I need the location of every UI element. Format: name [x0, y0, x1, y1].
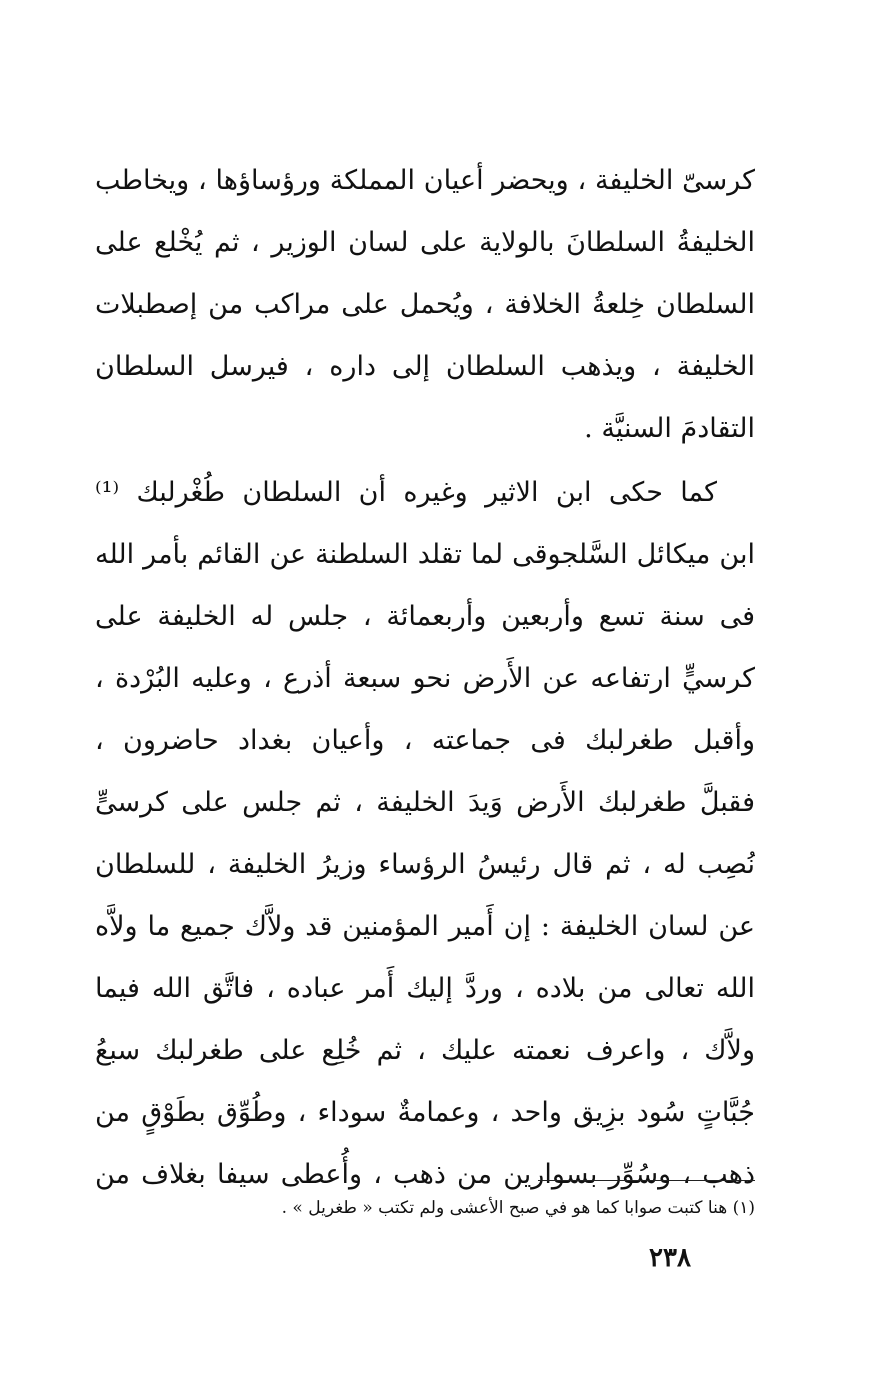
footnote-separator	[538, 1180, 755, 1181]
text-line: التقادمَ السنيَّة .	[584, 413, 755, 444]
text-line: فقبلَّ طغرلبك الأَرض وَيدَ الخليفة ، ثم جلس على كرسىٍّ	[95, 787, 755, 818]
text-line: كرسىّ الخليفة ، ويحضر أعيان المملكة ورؤساؤها ، ويخاطب	[95, 165, 755, 196]
text-line: كما حكى ابن الاثير وغيره أن السلطان طُغْرلبك ⁽¹⁾	[95, 477, 717, 508]
text-line: جُبَّاتٍ سُود بزِيق واحد ، وعمامةٌ سوداء ، وطُوِّق بطَوْقٍ من	[95, 1097, 755, 1128]
text-line: وأقبل طغرلبك فى جماعته ، وأعيان بغداد حاضرون ،	[95, 725, 755, 756]
page-number: ٢٣٨	[649, 1243, 691, 1273]
text-line: ولاَّك ، واعرف نعمته عليك ، ثم خُلِع على طغرلبك سبعُ	[95, 1035, 755, 1066]
text-line: الخليفةُ السلطانَ بالولاية على لسان الوزير ، ثم يُخْلع على	[95, 227, 755, 258]
paragraph-1	[95, 150, 755, 460]
text-line: نُصِب له ، ثم قال رئيسُ الرؤساء وزيرُ الخليفة ، للسلطان	[95, 849, 755, 880]
text-line: السلطان خِلعةُ الخلافة ، ويُحمل على مراكب من إصطبلات	[95, 289, 755, 320]
text-line: عن لسان الخليفة : إن أَمير المؤمنين قد ولاَّك جميع ما ولاَّه	[95, 911, 755, 942]
paragraph-2	[95, 462, 755, 1206]
text-line: ابن ميكائل السَّلجوقى لما تقلد السلطنة عن القائم بأمر الله	[95, 539, 755, 570]
text-line: الله تعالى من بلاده ، وردَّ إليك أَمر عباده ، فاتَّق الله فيما	[95, 973, 755, 1004]
text-line: كرسيٍّ ارتفاعه عن الأَرض نحو سبعة أذرع ، وعليه البُرْدة ،	[95, 663, 755, 694]
footnote: (١) هنا كتبت صوابا كما هو في صبح الأعشى ولم تكتب « طغريل » .	[281, 1198, 755, 1218]
text-line: فى سنة تسع وأربعين وأربعمائة ، جلس له الخليفة على	[95, 601, 755, 632]
text-line: الخليفة ، ويذهب السلطان إلى داره ، فيرسل السلطان	[95, 351, 755, 382]
text-line: ذهب ، وسُوِّر بسوارين من ذهب ، وأُعطى سيفا بغلاف من	[95, 1159, 755, 1190]
